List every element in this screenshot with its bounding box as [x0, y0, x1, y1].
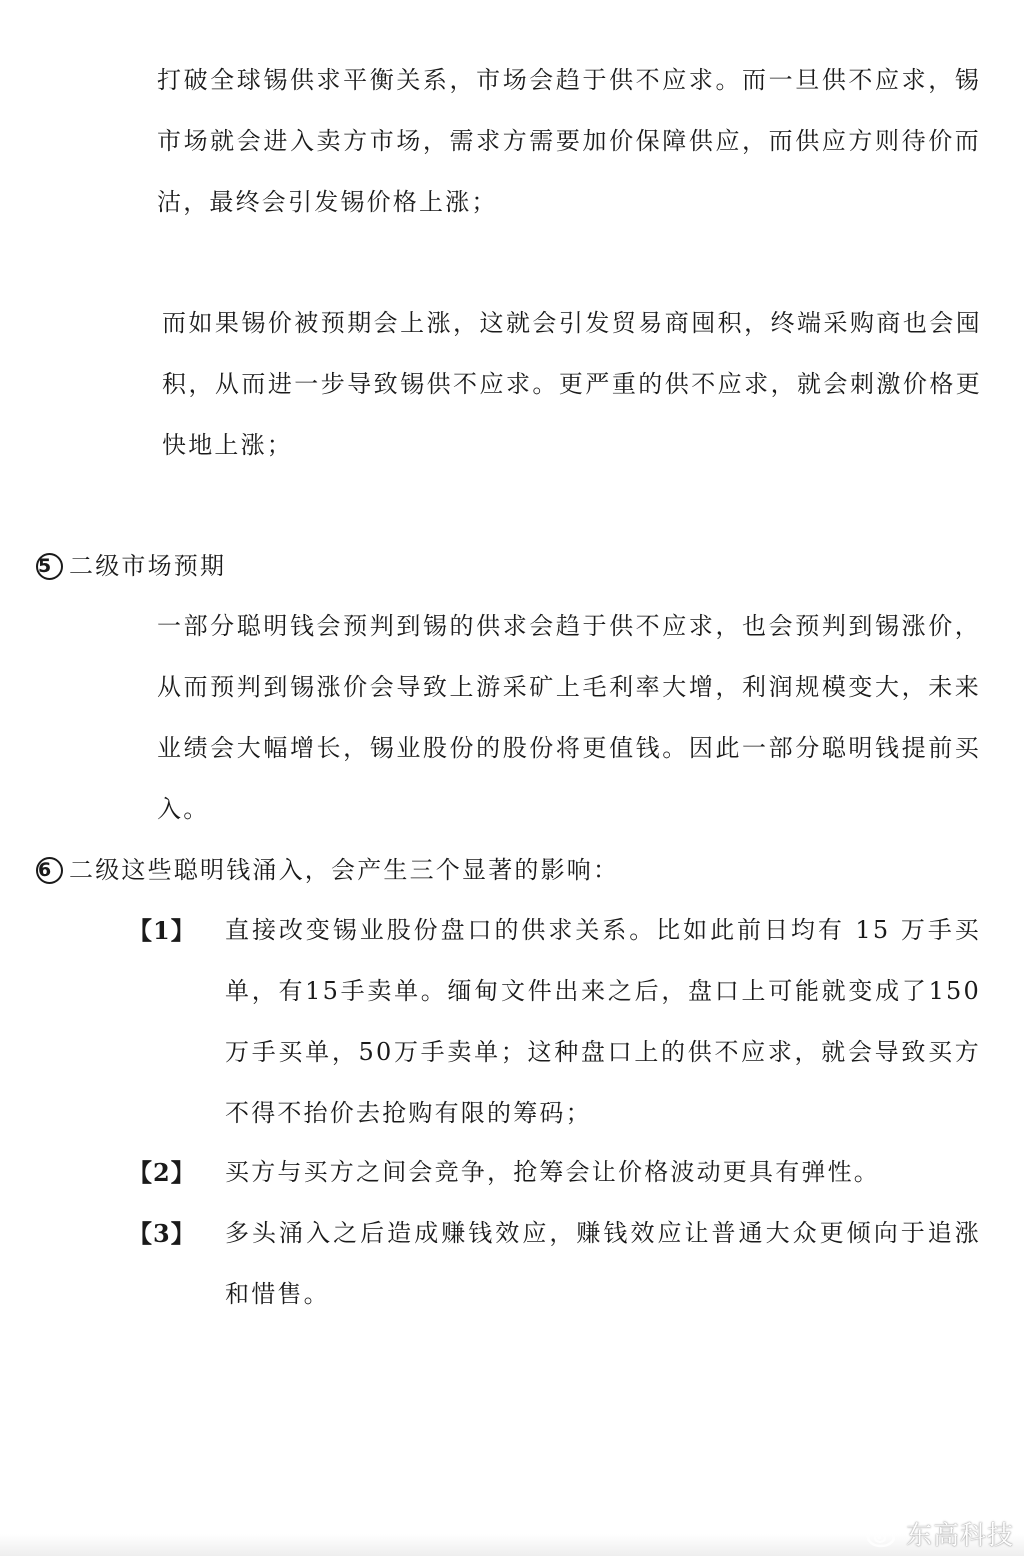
watermark-text: 东高科技	[905, 1521, 1014, 1551]
list-marker-1: 【1】	[128, 916, 196, 945]
paragraph-1: 打破全球锡供求平衡关系，市场会趋于供不应求。而一旦供不应求，锡市场就会进入卖方市场，需求方需要加价保障供应，而供应方则待价而沽，最终会引发锡价格上涨；	[157, 66, 981, 216]
weibo-icon	[866, 1519, 902, 1549]
section-5-body: 一部分聪明钱会预判到锡的供求会趋于供不应求，也会预判到锡涨价，从而预判到锡涨价会导致上游采矿上毛利率大增，利润规模变大，未来业绩会大幅增长，锡业股份的股份将更值钱。因此一部分聪明钱提前买入。	[157, 612, 981, 823]
section-6-title: 二级这些聪明钱涌入，会产生三个显著的影响：	[69, 856, 620, 884]
section-6-heading	[36, 840, 936, 901]
list-text-1: 直接改变锡业股份盘口的供求关系。比如此前日均有 15 万手买单，有15手卖单。缅甸文件出来之后，盘口上可能就变成了150万手买单，50万手卖单；这种盘口上的供不应求，就会导致买方不得不抬价去抢购有限的筹码；	[225, 916, 981, 1127]
circled-number-6: 6	[36, 857, 63, 884]
list-text-3: 多头涌入之后造成赚钱效应，赚钱效应让普通大众更倾向于追涨和惜售。	[225, 1219, 981, 1308]
section-5-heading	[36, 536, 736, 597]
paragraph-2: 而如果锡价被预期会上涨，这就会引发贸易商囤积，终端采购商也会囤积，从而进一步导致锡供不应求。更严重的供不应求，就会刺激价格更快地上涨；	[162, 309, 982, 459]
list-text-2: 买方与买方之间会竞争，抢筹会让价格波动更具有弹性。	[225, 1158, 880, 1186]
list-marker-2: 【2】	[128, 1158, 196, 1187]
list-marker-3: 【3】	[128, 1219, 196, 1248]
section-5-title: 二级市场预期	[69, 552, 227, 580]
circled-number-5: 5	[36, 553, 63, 580]
watermark	[866, 1515, 1014, 1552]
